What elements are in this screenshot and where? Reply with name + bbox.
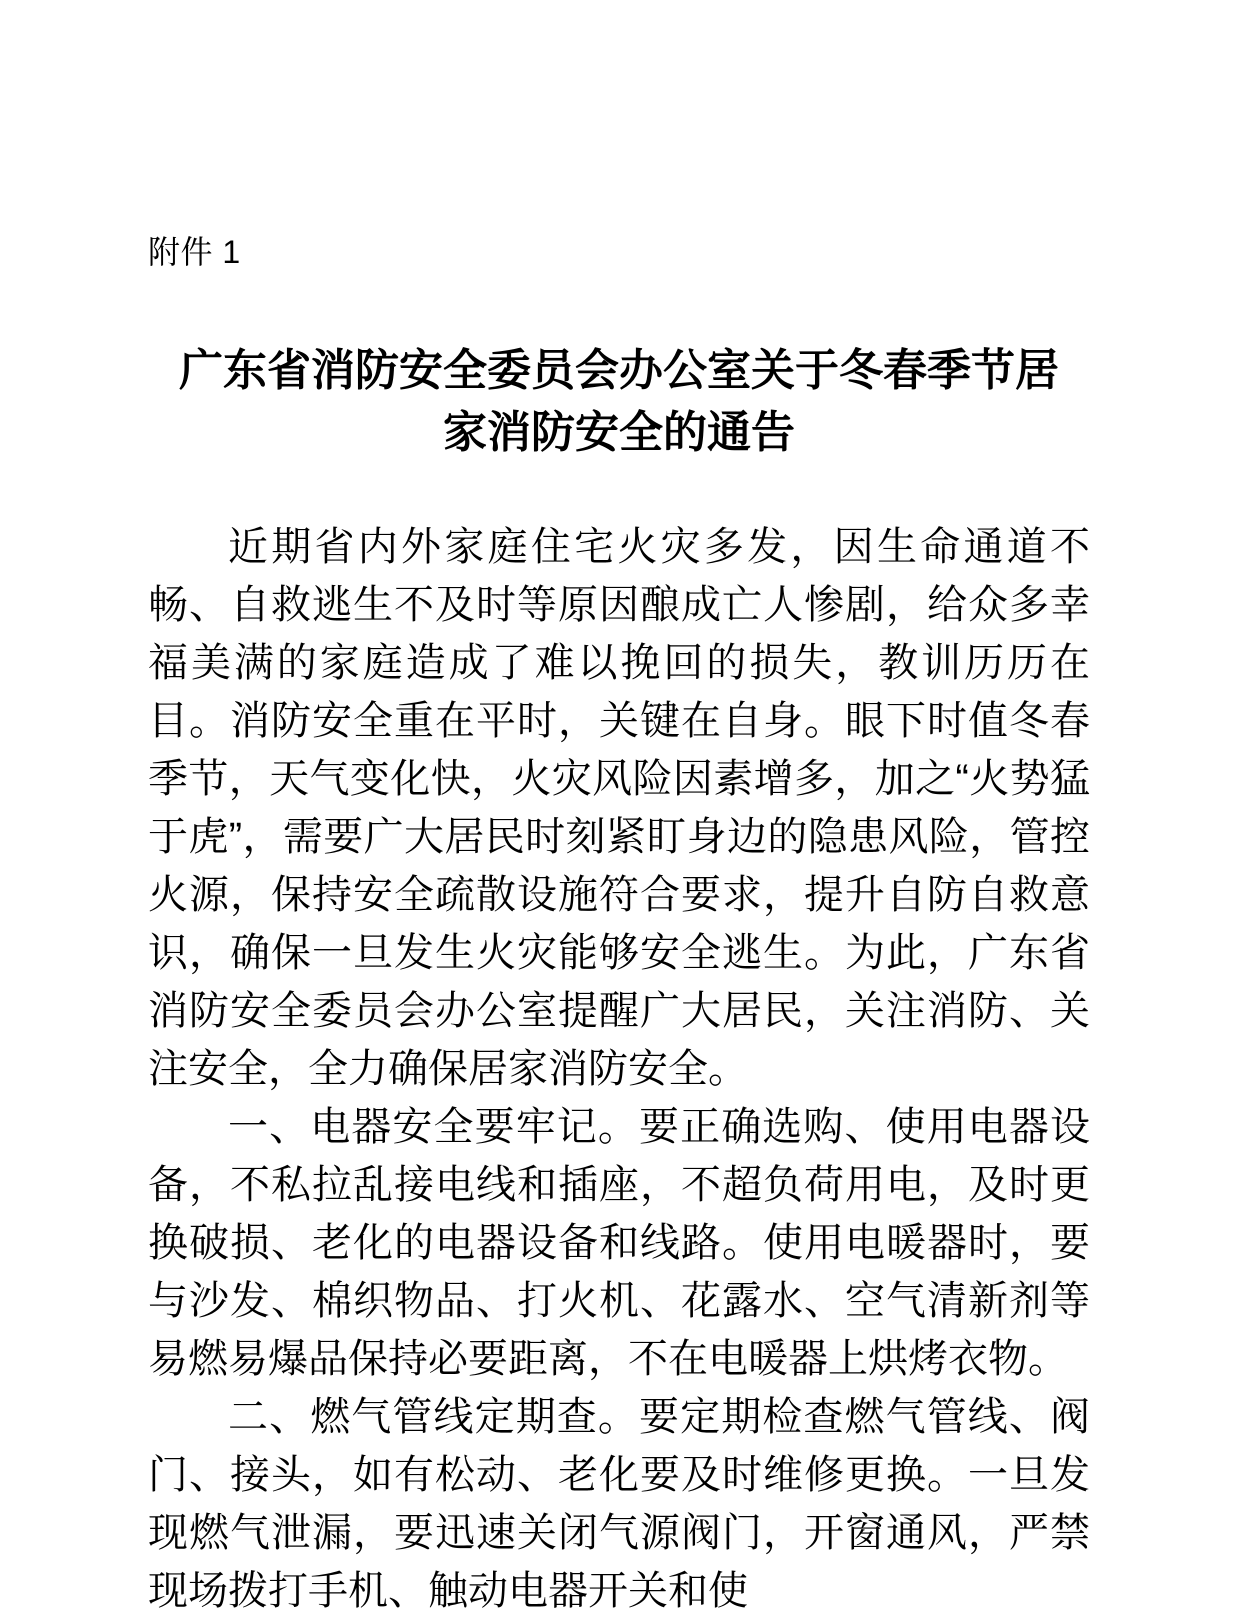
page-title: 广东省消防安全委员会办公室关于冬春季节居家消防安全的通告 bbox=[179, 346, 1059, 457]
document-body bbox=[148, 518, 1090, 1620]
attachment-label: 附件 1 bbox=[148, 234, 241, 270]
paragraph-intro: 近期省内外家庭住宅火灾多发，因生命通道不畅、自救逃生不及时等原因酿成亡人惨剧，给众多幸福美满的家庭造成了难以挽回的损失，教训历历在目。消防安全重在平时，关键在自身。眼下时值冬春季节，天气变化快，火灾风险因素增多，加之“火势猛于虎”，需要广大居民时刻紧盯身边的隐患风险，管控火源，保持安全疏散设施符合要求，提升自防自救意识，确保一旦发生火灾能够安全逃生。为此，广东省消防安全委员会办公室提醒广大居民，关注消防、关注安全，全力确保居家消防安全。 bbox=[148, 525, 1090, 1091]
paragraph-item-2: 二、燃气管线定期查。要定期检查燃气管线、阀门、接头，如有松动、老化要及时维修更换。一旦发现燃气泄漏，要迅速关闭气源阀门，开窗通风，严禁现场拨打手机、触动电器开关和使 bbox=[148, 1395, 1090, 1613]
paragraph-item-1: 一、电器安全要牢记。要正确选购、使用电器设备，不私拉乱接电线和插座，不超负荷用电，及时更换破损、老化的电器设备和线路。使用电暖器时，要与沙发、棉织物品、打火机、花露水、空气清新剂等易燃易爆品保持必要距离，不在电暖器上烘烤衣物。 bbox=[148, 1105, 1090, 1381]
document-content bbox=[148, 0, 1090, 1620]
